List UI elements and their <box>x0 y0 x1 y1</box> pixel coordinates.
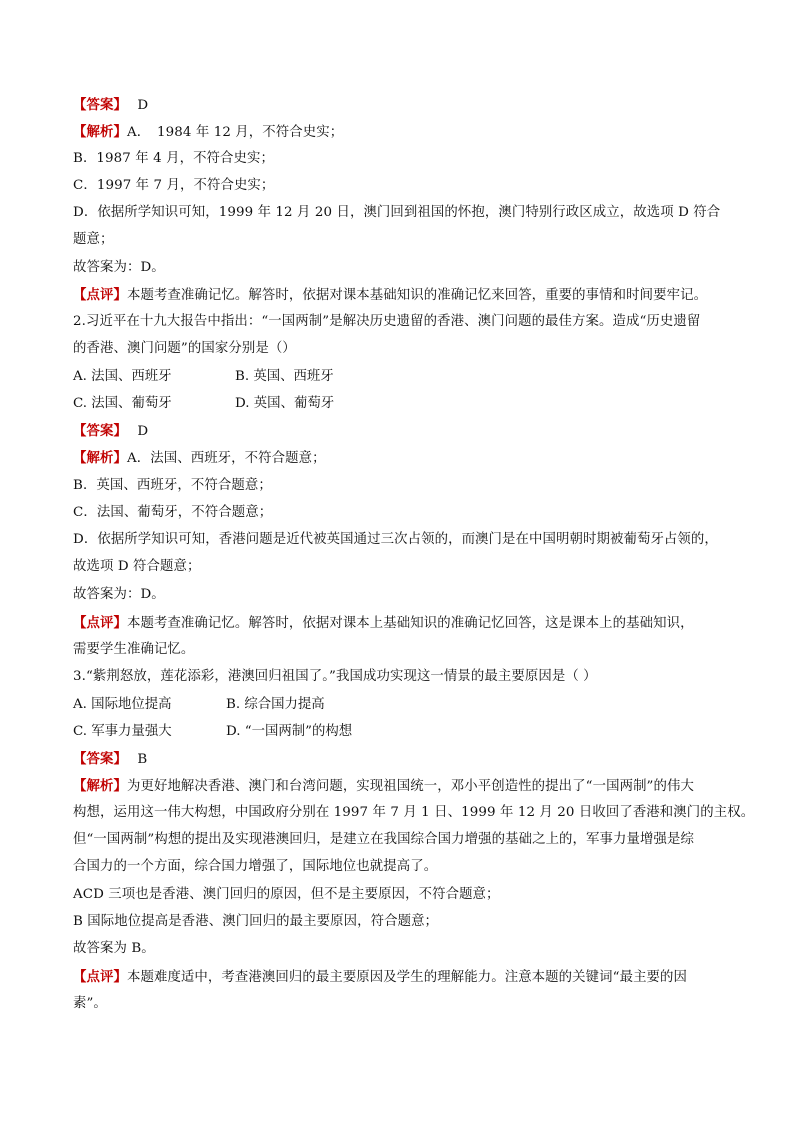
q1-analysis-line-4: D．依据所学知识可知，1999 年 12 月 20 日，澳门回到祖国的怀抱，澳门特别行政区成立，故选项 D 符合 <box>73 205 721 220</box>
comment-text: 本题考查准确记忆。解答时，依据对课本基础知识的准确记忆来回答，重要的事情和时间要牢记。 <box>126 288 708 303</box>
q3-analysis-line-3: 但“一国两制”构想的提出及实现港澳回归，是建立在我国综合国力增强的基础之上的，军事力量增强是综 <box>73 832 694 847</box>
q2-stem-line-1: 2.习近平在十九大报告中指出：“一国两制”是解决历史遗留的香港、澳门问题的最佳方案。造成“历史遗留 <box>73 314 701 329</box>
comment-tag: 【点评】 <box>73 969 127 985</box>
answer-value: B <box>137 752 148 767</box>
q3-option-a: A. 国际地位提高 <box>73 697 172 712</box>
q1-analysis-line-2: B．1987 年 4 月，不符合史实； <box>73 151 275 166</box>
answer-tag: 【答案】 <box>73 97 127 113</box>
analysis-text: A． 1984 年 12 月，不符合史实； <box>126 125 344 140</box>
q2-comment-line-2: 需要学生准确记忆。 <box>73 642 195 657</box>
q3-option-c: C. 军事力量强大 <box>73 724 172 739</box>
q3-option-d: D. “一国两制”的构想 <box>226 724 353 739</box>
comment-tag: 【点评】 <box>73 615 127 631</box>
answer-value: D <box>137 98 149 113</box>
answer-tag: 【答案】 <box>73 751 127 767</box>
q1-analysis-line-6: 故答案为：D。 <box>73 260 165 275</box>
q3-stem-line-1: 3.“紫荆怒放，莲花添彩，港澳回归祖国了。”我国成功实现这一情景的最主要原因是（ ） <box>73 669 597 684</box>
q2-answer-line <box>73 421 723 442</box>
q3-comment-line-2: 素”。 <box>73 996 107 1011</box>
q1-analysis-line-3: C．1997 年 7 月，不符合史实； <box>73 178 275 193</box>
analysis-tag: 【解析】 <box>73 450 127 466</box>
q3-answer-line <box>73 749 723 770</box>
q1-analysis-line-5: 题意； <box>73 232 114 247</box>
q2-analysis-line-2: B．英国、西班牙，不符合题意； <box>73 478 272 493</box>
analysis-text: 为更好地解决香港、澳门和台湾问题，实现祖国统一，邓小平创造性的提出了“一国两制”的伟大 <box>126 779 694 794</box>
q3-analysis-line-7: 故答案为 B。 <box>73 941 155 956</box>
q2-option-d: D. 英国、葡萄牙 <box>235 396 335 411</box>
answer-value: D <box>137 424 149 439</box>
q2-analysis-line-5: 故选项 D 符合题意； <box>73 559 201 574</box>
q3-comment-line-1 <box>73 967 723 988</box>
q3-analysis-line-1 <box>73 776 723 797</box>
q2-analysis-line-4: D．依据所学知识可知，香港问题是近代被英国通过三次占领的，而澳门是在中国明朝时期被葡萄牙占领的， <box>73 532 718 547</box>
q3-analysis-line-2: 构想，运用这一伟大构想，中国政府分别在 1997 年 7 月 1 日、1999 年 12 月 20 日收回了香港和澳门的主权。 <box>73 805 755 820</box>
q2-option-b: B. 英国、西班牙 <box>235 369 334 384</box>
q2-analysis-line-3: C．法国、葡萄牙，不符合题意； <box>73 505 273 520</box>
answer-tag: 【答案】 <box>73 423 127 439</box>
q1-answer-line <box>73 95 723 116</box>
q2-comment-line-1 <box>73 613 723 634</box>
q2-stem-line-2: 的香港、澳门问题”的国家分别是（） <box>73 341 296 356</box>
q3-analysis-line-5: ACD 三项也是香港、澳门回归的原因，但不是主要原因，不符合题意； <box>73 887 500 902</box>
comment-text: 本题考查准确记忆。解答时，依据对课本上基础知识的准确记忆回答，这是课本上的基础知识， <box>126 616 694 631</box>
q3-analysis-line-6: B 国际地位提高是香港、澳门回归的最主要原因，符合题意； <box>73 914 439 929</box>
comment-tag: 【点评】 <box>73 287 127 303</box>
comment-text: 本题难度适中，考查港澳回归的最主要原因及学生的理解能力。注意本题的关键词“最主要的因 <box>126 970 688 985</box>
q3-option-b: B. 综合国力提高 <box>226 697 325 712</box>
q2-analysis-line-6: 故答案为：D。 <box>73 587 165 602</box>
q3-analysis-line-4: 合国力的一个方面，综合国力增强了，国际地位也就提高了。 <box>73 859 438 874</box>
analysis-tag: 【解析】 <box>73 778 127 794</box>
q2-analysis-line-1 <box>73 448 723 469</box>
analysis-text: A．法国、西班牙，不符合题意； <box>126 451 326 466</box>
analysis-tag: 【解析】 <box>73 124 127 140</box>
q1-analysis-line-1 <box>73 122 723 143</box>
q2-option-c: C. 法国、葡萄牙 <box>73 396 172 411</box>
q1-comment-line-1 <box>73 285 723 306</box>
q2-option-a: A. 法国、西班牙 <box>73 369 172 384</box>
